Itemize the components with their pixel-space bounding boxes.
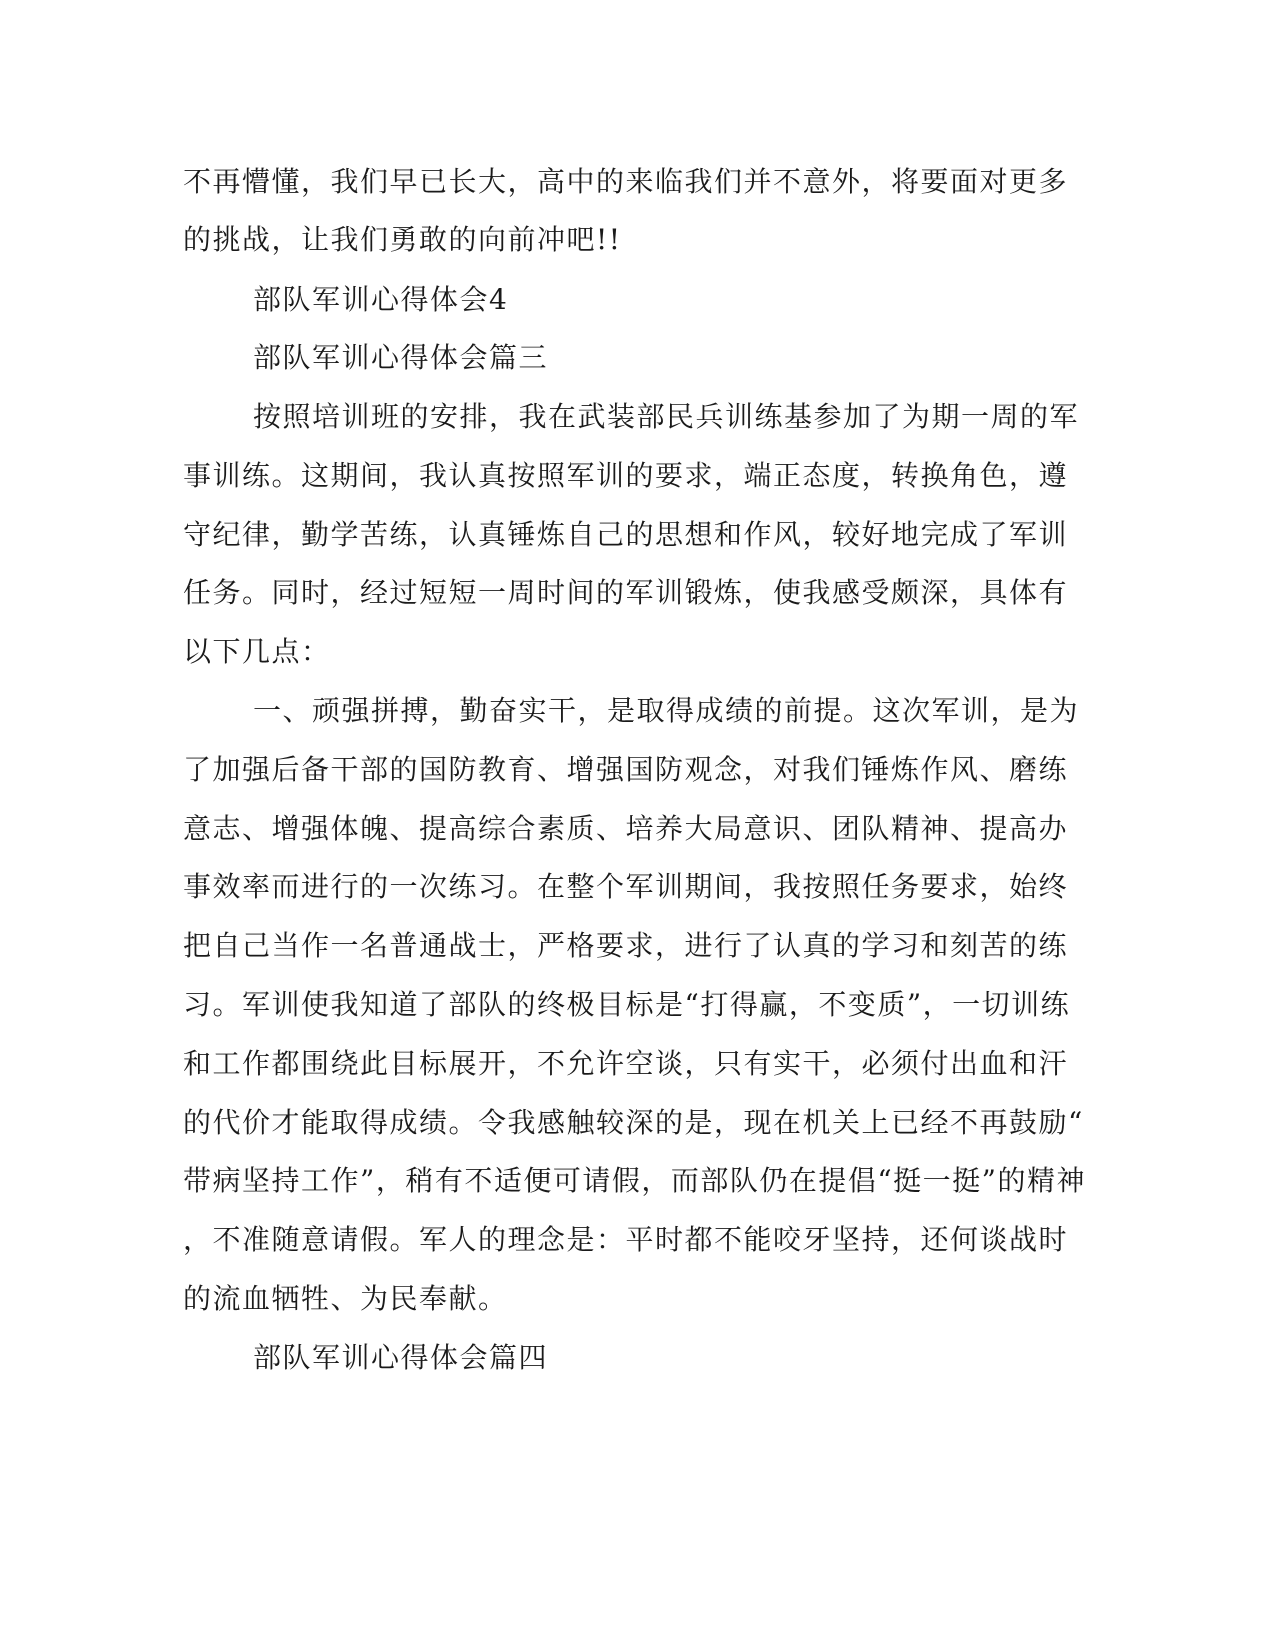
paragraph-line: 的挑战，让我们勇敢的向前冲吧!! [183,223,622,256]
section-heading: 部队军训心得体会篇四 [253,1341,549,1374]
paragraph-line: 的流血牺牲、为民奉献。 [183,1282,508,1315]
paragraph-line: 按照培训班的安排，我在武装部民兵训练基参加了为期一周的军 [253,400,1080,433]
paragraph-line: 了加强后备干部的国防教育、增强国防观念，对我们锤炼作风、磨练 [183,753,1069,786]
paragraph-line: 不再懵懂，我们早已长大，高中的来临我们并不意外，将要面对更多 [183,165,1069,198]
paragraph-line: 习。军训使我知道了部队的终极目标是“打得赢，不变质”，一切训练 [183,988,1071,1021]
paragraph-line: 带病坚持工作”，稍有不适便可请假，而部队仍在提倡“挺一挺”的精神 [183,1164,1086,1197]
paragraph-line: 一、顽强拼搏，勤奋实干，是取得成绩的前提。这次军训，是为 [253,694,1080,727]
paragraph-line: 守纪律，勤学苦练，认真锤炼自己的思想和作风，较好地完成了军训 [183,518,1069,551]
paragraph-line: 和工作都围绕此目标展开，不允许空谈，只有实干，必须付出血和汗 [183,1047,1069,1080]
paragraph-line: 意志、增强体魄、提高综合素质、培养大局意识、团队精神、提高办 [183,812,1069,845]
section-heading: 部队军训心得体会4 [253,283,509,316]
paragraph-line: 任务。同时，经过短短一周时间的军训锻炼，使我感受颇深，具体有 [183,576,1069,609]
section-heading: 部队军训心得体会篇三 [253,341,549,374]
paragraph-line: 把自己当作一名普通战士，严格要求，进行了认真的学习和刻苦的练 [183,929,1069,962]
paragraph-line: 以下几点： [183,635,331,668]
paragraph-line: 事效率而进行的一次练习。在整个军训期间，我按照任务要求，始终 [183,870,1069,903]
paragraph-line: 的代价才能取得成绩。令我感触较深的是，现在机关上已经不再鼓励“ [183,1106,1084,1139]
paragraph-line: ，不准随意请假。军人的理念是：平时都不能咬牙坚持，还何谈战时 [183,1223,1069,1256]
paragraph-line: 事训练。这期间，我认真按照军训的要求，端正态度，转换角色，遵 [183,459,1069,492]
